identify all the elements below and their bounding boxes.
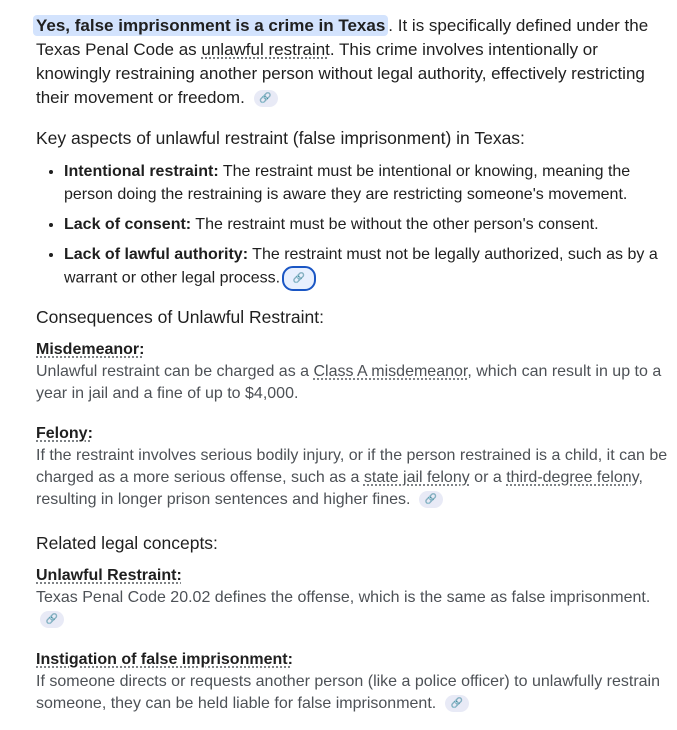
felony-description: If the restraint involves serious bodily injury, or if the person restrained is a child, it can be charged as a more serious offense, such as a state jail felony or a third-degree felony, resulting in longer prison sentences and higher fines. 🔗 bbox=[36, 447, 668, 508]
source-link-chip[interactable] bbox=[254, 90, 278, 107]
link-icon: 🔗 bbox=[259, 93, 272, 105]
consequences-heading: Consequences of Unlawful Restraint: bbox=[36, 307, 324, 327]
unlawful-restraint-description: Texas Penal Code 20.02 defines the offense, which is the same as false imprisonment. 🔗 bbox=[36, 587, 669, 631]
state-jail-felony-link[interactable]: state jail felony bbox=[363, 469, 470, 486]
source-link-chip[interactable] bbox=[445, 695, 469, 712]
unlawful-restraint-link[interactable]: unlawful restraint bbox=[201, 40, 330, 59]
term-title: Unlawful Restraint: bbox=[36, 567, 182, 584]
intro-paragraph: Yes, false imprisonment is a crime in Texas . It is specifically defined under the Texas Penal Code as unlawful restraint. This crime involves intentionally or knowingly restraining another person without legal authority, effectively restricting their movement or freedom. 🔗 bbox=[36, 14, 669, 110]
term-title: Felony: bbox=[36, 425, 93, 442]
misdemeanor-description: Unlawful restraint can be charged as a Class A misdemeanor, which can result in up to a year in jail and a fine of up to $4,000. bbox=[36, 363, 662, 402]
link-icon: 🔗 bbox=[450, 698, 463, 710]
source-link-chip[interactable] bbox=[40, 611, 64, 628]
list-item: • Lack of consent: The restraint must be without the other person's consent. bbox=[64, 213, 669, 236]
link-icon: 🔗 bbox=[424, 494, 438, 506]
key-aspects-heading: Key aspects of unlawful restraint (false imprisonment) in Texas: bbox=[36, 128, 525, 148]
list-item: • Lack of lawful authority: The restraint must not be legally authorized, such as by a warrant or other legal process. 🔗 bbox=[64, 243, 669, 291]
term-title: Misdemeanor: bbox=[36, 341, 145, 358]
key-aspects-list bbox=[36, 160, 669, 291]
link-icon: 🔗 bbox=[45, 614, 59, 626]
term-title: Instigation of false imprisonment: bbox=[36, 651, 293, 668]
source-link-chip[interactable] bbox=[419, 491, 443, 508]
third-degree-felony-link[interactable]: third-degree felony bbox=[506, 469, 639, 486]
source-link-chip-focused[interactable] bbox=[282, 266, 316, 291]
highlighted-answer: Yes, false imprisonment is a crime in Texas bbox=[33, 15, 388, 36]
link-icon: 🔗 bbox=[292, 273, 306, 284]
list-item: • Intentional restraint: The restraint must be intentional or knowing, meaning the person doing the restraining is aware they are restricting someone's movement. bbox=[64, 160, 669, 206]
related-heading: Related legal concepts: bbox=[36, 533, 218, 553]
class-a-misdemeanor-link[interactable]: Class A misdemeanor bbox=[313, 363, 468, 380]
instigation-description: If someone directs or requests another person (like a police officer) to unlawfully restrain someone, they can be held liable for false imprisonment. 🔗 bbox=[36, 673, 661, 712]
